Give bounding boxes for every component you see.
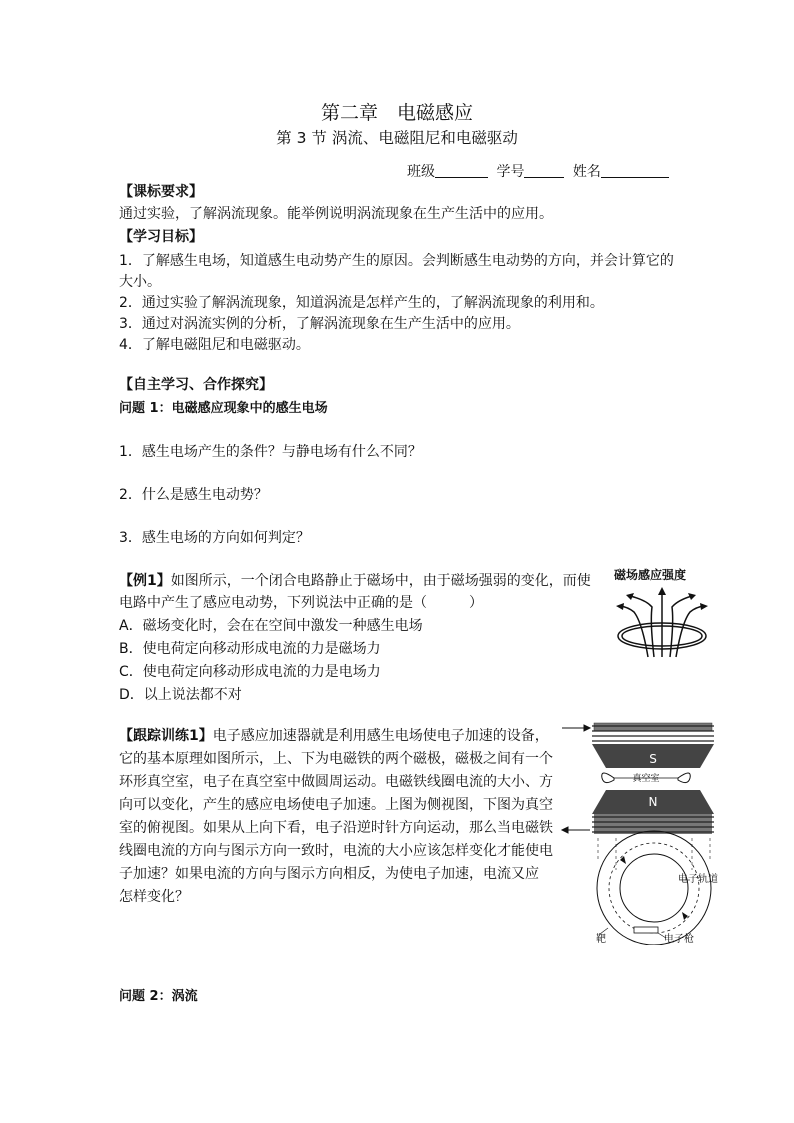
training1-line: 子加速？如果电流的方向与图示方向相反，为使电子加速，电流又应 bbox=[119, 866, 539, 882]
pole-n-label: N bbox=[648, 795, 658, 809]
electron-gun bbox=[634, 927, 658, 933]
example1-line1 bbox=[119, 570, 591, 592]
training1-line bbox=[119, 725, 549, 747]
target-label: 靶 bbox=[596, 934, 606, 945]
training1-line: 环形真空室，电子在真空室中做圆周运动。电磁铁线圈电流的大小、方 bbox=[119, 774, 553, 790]
training1-line: 它的基本原理如图所示，上、下为电磁铁的两个磁极，磁极之间有一个 bbox=[119, 751, 553, 767]
objectives-heading: 【学习目标】 bbox=[119, 229, 203, 245]
example1-option: A．磁场变化时，会在在空间中激发一种感生电场 bbox=[119, 618, 423, 634]
objective-item: 1．了解感生电场，知道感生电动势产生的原因。会判断感生电动势的方向，并会计算它的 bbox=[119, 253, 674, 269]
training1-line: 向可以变化，产生的感应电场使电子加速。上图为侧视图，下图为真空 bbox=[119, 797, 553, 813]
class-blank[interactable] bbox=[435, 163, 488, 178]
chamber-label: 真空室 bbox=[632, 774, 660, 784]
field-line bbox=[620, 606, 648, 657]
orbit-arrow-icon bbox=[682, 912, 688, 920]
section-title: 第 3 节 涡流、电磁阻尼和电磁驱动 bbox=[276, 129, 518, 147]
current-arrow-icon bbox=[584, 725, 590, 731]
chapter-title: 第二章 电磁感应 bbox=[320, 102, 473, 124]
vacuum-chamber bbox=[602, 772, 691, 784]
example1-option: C．使电荷定向移动形成电流的力是电场力 bbox=[119, 664, 381, 680]
question-item: 3．感生电场的方向如何判定？ bbox=[119, 530, 310, 546]
example1-option: B．使电荷定向移动形成电流的力是磁场力 bbox=[119, 641, 381, 657]
example1-option: D．以上说法都不对 bbox=[119, 687, 242, 703]
problem2-title: 问题 2：涡流 bbox=[119, 989, 198, 1004]
objective-item: 3．通过对涡流实例的分析，了解涡流现象在生产生活中的应用。 bbox=[119, 316, 520, 332]
field-label: 磁场感应强度 bbox=[614, 568, 687, 582]
induced-field-figure bbox=[606, 562, 718, 672]
arrow-up-icon bbox=[658, 587, 666, 595]
objective-item: 2．通过实验了解涡流现象，知道涡流是怎样产生的，了解涡流现象的利用和。 bbox=[119, 295, 604, 311]
curriculum-text: 通过实验，了解涡流现象。能举例说明涡流现象在生产生活中的应用。 bbox=[119, 206, 553, 222]
arrow-icon bbox=[700, 603, 708, 610]
training1-line: 怎样变化？ bbox=[119, 889, 189, 905]
training1-line: 室的俯视图。如果从上向下看，电子沿逆时针方向运动，那么当电磁铁 bbox=[119, 820, 553, 836]
example1-tag: 【例1】 bbox=[119, 573, 171, 589]
id-label: 学号 bbox=[496, 164, 525, 180]
gun-label: 电子枪 bbox=[664, 934, 694, 945]
id-blank[interactable] bbox=[524, 163, 564, 178]
name-label: 姓名 bbox=[572, 164, 601, 180]
current-arrow-icon bbox=[562, 827, 568, 833]
question-item: 1．感生电场产生的条件？与静电场有什么不同？ bbox=[119, 444, 422, 460]
self-study-heading: 【自主学习、合作探究】 bbox=[119, 377, 273, 393]
curriculum-heading: 【课标要求】 bbox=[119, 184, 203, 200]
objective-item: 4．了解电磁阻尼和电磁驱动。 bbox=[119, 337, 310, 353]
top-view bbox=[597, 831, 711, 945]
student-info bbox=[407, 161, 669, 183]
betatron-figure bbox=[560, 720, 720, 945]
electron-orbit bbox=[609, 843, 699, 933]
orbit-label: 电子轨道 bbox=[678, 874, 718, 885]
example1-text: 如图所示，一个闭合电路静止于磁场中，由于磁场强弱的变化，而使 bbox=[170, 573, 591, 589]
training1-line: 线圈电流的方向与图示方向一致时，电流的大小应该怎样变化才能使电 bbox=[119, 843, 553, 859]
example1-line2: 电路中产生了感应电动势，下列说法中正确的是（ ） bbox=[119, 595, 483, 611]
question-item: 2．什么是感生电动势？ bbox=[119, 487, 268, 503]
top-magnet bbox=[592, 723, 714, 768]
objective-item: 大小。 bbox=[119, 274, 161, 290]
training1-tag: 【跟踪训练1】 bbox=[119, 728, 213, 744]
name-blank[interactable] bbox=[601, 163, 669, 178]
bottom-magnet bbox=[592, 790, 714, 834]
training1-text: 电子感应加速器就是利用感生电场使电子加速的设备， bbox=[212, 728, 549, 744]
field-line bbox=[676, 606, 704, 657]
class-label: 班级 bbox=[407, 164, 435, 180]
problem1-title: 问题 1：电磁感应现象中的感生电场 bbox=[119, 401, 328, 416]
arrow-icon bbox=[616, 603, 624, 610]
pole-s-label: S bbox=[649, 752, 657, 766]
